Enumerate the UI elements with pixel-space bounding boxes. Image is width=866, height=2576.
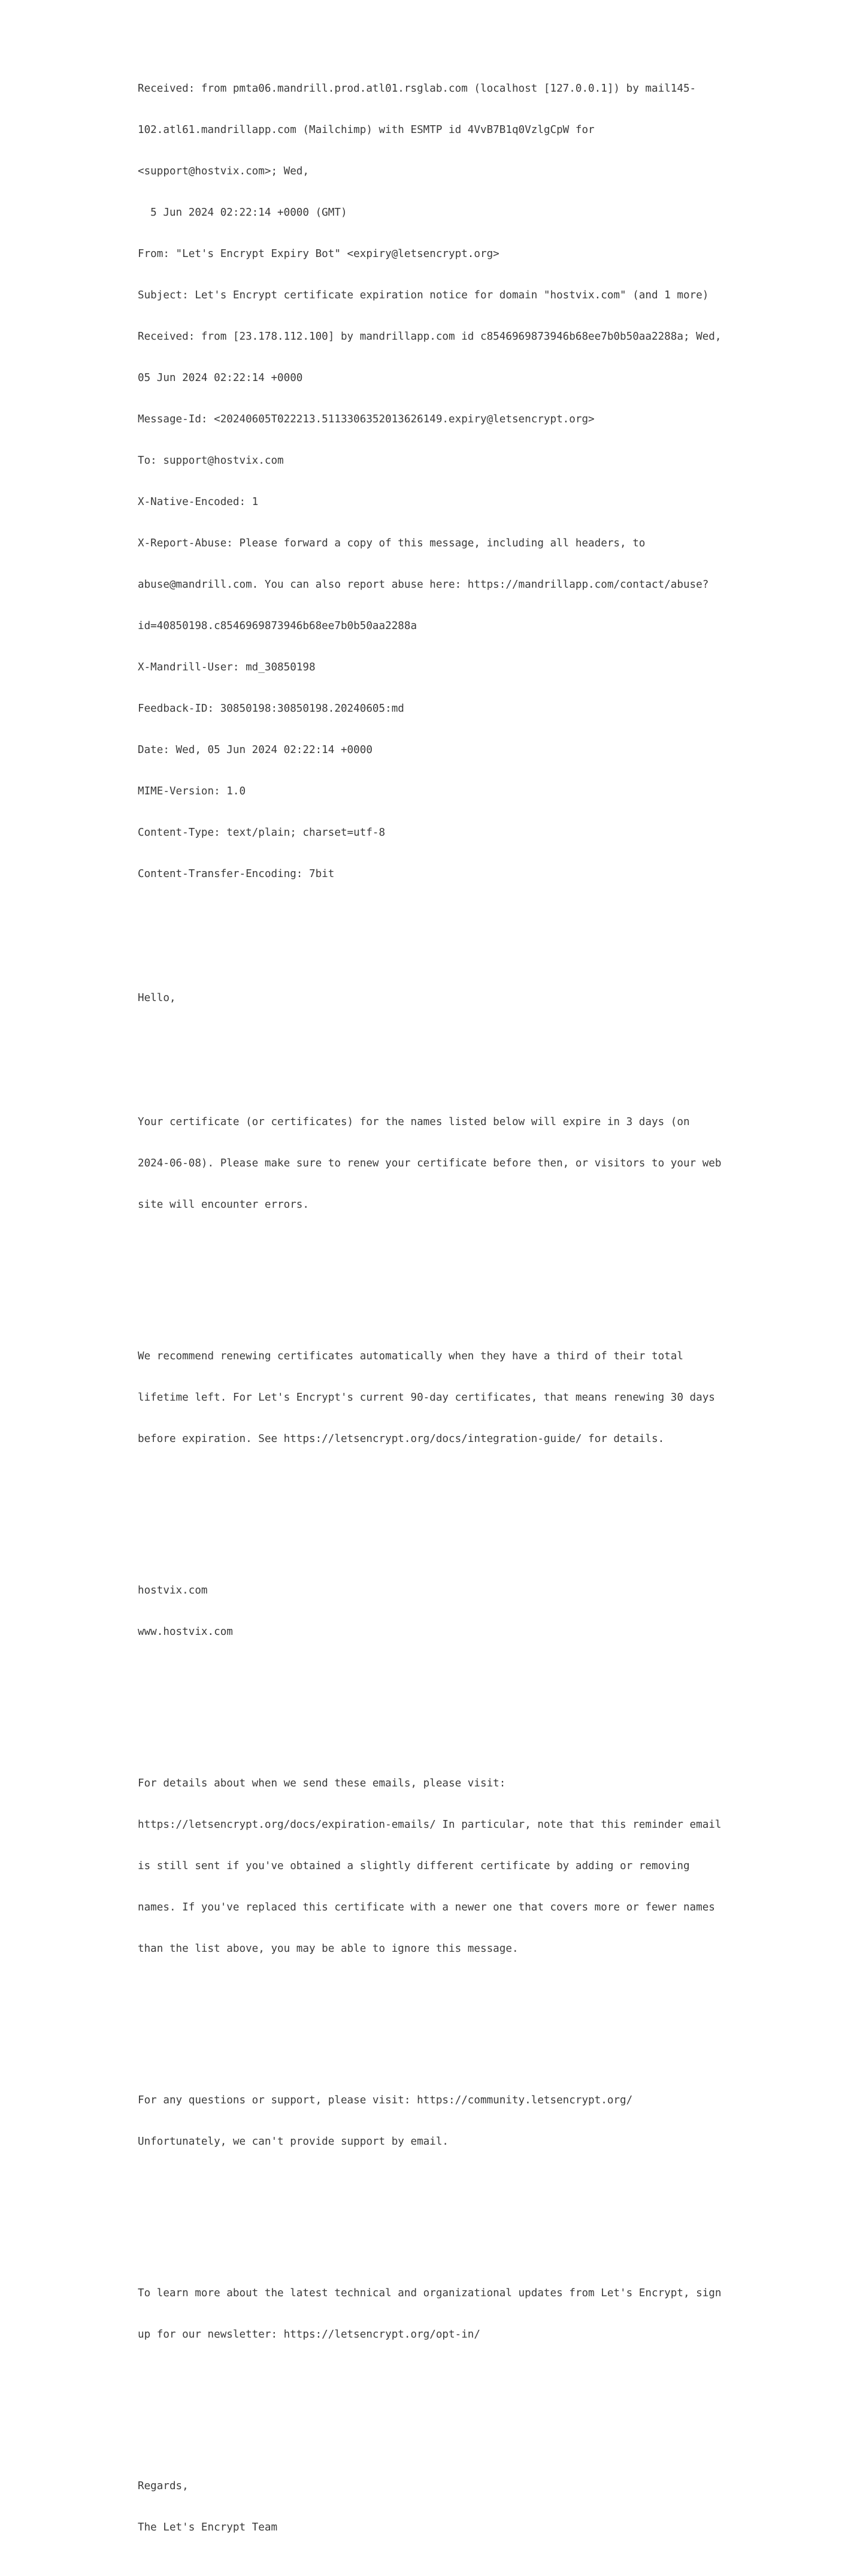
paragraph-newsletter (138, 2259, 737, 2369)
header-line: X-Native-Encoded: 1 (138, 496, 259, 508)
blank-line (138, 1501, 737, 1515)
header-line: 05 Jun 2024 02:22:14 +0000 (138, 372, 303, 384)
body-line: up for our newsletter: https://letsencrypt.org/opt-in/ (138, 2329, 480, 2341)
body-line: For any questions or support, please visit: https://community.letsencrypt.org/ (138, 2094, 633, 2106)
body-line: We recommend renewing certificates automatically when they have a third of their total (138, 1350, 683, 1362)
body-line: To learn more about the latest technical and organizational updates from Let's Encrypt, sign (138, 2287, 722, 2299)
header-from: From: "Let's Encrypt Expiry Bot" <expiry@letsencrypt.org> (138, 248, 499, 260)
body-line: Your certificate (or certificates) for the names listed below will expire in 3 days (on (138, 1116, 690, 1128)
signoff-team: The Let's Encrypt Team (138, 2521, 278, 2533)
header-line: <support@hostvix.com>; Wed, (138, 165, 309, 177)
body-line: Unfortunately, we can't provide support by email. (138, 2136, 449, 2148)
blank-line (138, 2397, 737, 2411)
header-line: id=40850198.c8546969873946b68ee7b0b50aa2288a (138, 620, 417, 632)
domain-list (138, 1556, 737, 1667)
header-report-abuse: X-Report-Abuse: Please forward a copy of this message, including all headers, to (138, 537, 646, 549)
blank-line (138, 1033, 737, 1047)
signoff-regards: Regards, (138, 2480, 189, 2492)
body-line: For details about when we send these emails, please visit: (138, 1777, 506, 1789)
header-line: abuse@mandrill.com. You can also report abuse here: https://mandrillapp.com/contact/abuse? (138, 579, 709, 591)
blank-line (138, 1694, 737, 1708)
body-line: site will encounter errors. (138, 1199, 309, 1211)
body-line: than the list above, you may be able to ignore this message. (138, 1943, 519, 1955)
blank-line (138, 936, 737, 950)
paragraph-support (138, 2066, 737, 2176)
header-transfer-encoding: Content-Transfer-Encoding: 7bit (138, 868, 335, 880)
blank-line (138, 2204, 737, 2218)
blank-line (138, 1267, 737, 1281)
paragraph-details (138, 1749, 737, 1984)
body-line: is still sent if you've obtained a slightly different certificate by adding or removing (138, 1860, 690, 1872)
header-date: Date: Wed, 05 Jun 2024 02:22:14 +0000 (138, 744, 373, 756)
body-line: 2024-06-08). Please make sure to renew your certificate before then, or visitors to your web (138, 1157, 722, 1169)
blank-line (138, 2011, 737, 2025)
body-line: lifetime left. For Let's Encrypt's current 90-day certificates, that means renewing 30 days (138, 1392, 715, 1404)
paragraph-expiry (138, 1088, 737, 1239)
header-mandrill-user: X-Mandrill-User: md_30850198 (138, 661, 316, 673)
header-line: 102.atl61.mandrillapp.com (Mailchimp) with ESMTP id 4VvB7B1q0VzlgCpW for (138, 124, 595, 136)
header-line: 5 Jun 2024 02:22:14 +0000 (GMT) (138, 207, 347, 219)
header-message-id: Message-Id: <20240605T022213.511330635201362614​9.expiry@letsencrypt.org> (138, 413, 595, 425)
body-line: names. If you've replaced this certificate with a newer one that covers more or fewer names (138, 1901, 715, 1913)
header-content-type: Content-Type: text/plain; charset=utf-8 (138, 827, 386, 839)
header-feedback-id: Feedback-ID: 30850198:30850198.20240605:md (138, 703, 404, 715)
domain-item: hostvix.com (138, 1585, 208, 1597)
paragraph-recommend (138, 1322, 737, 1474)
email-headers (138, 55, 737, 909)
body-line: https://letsencrypt.org/docs/expiration-emails/ In particular, note that this reminder email (138, 1819, 722, 1831)
domain-item: www.hostvix.com (138, 1626, 233, 1638)
raw-email-source (138, 27, 737, 2576)
body-line: before expiration. See https://letsencrypt.org/docs/integration-guide/ for details. (138, 1433, 665, 1445)
header-to: To: support@hostvix.com (138, 455, 284, 467)
header-mime-version: MIME-Version: 1.0 (138, 785, 246, 797)
header-subject: Subject: Let's Encrypt certificate expiration notice for domain "hostvix.com" (and 1 more) (138, 289, 709, 301)
header-line: Received: from [23.178.112.100] by mandrillapp.com id c8546969873946b68ee7b0b50aa2288a; Wed, (138, 331, 722, 343)
greeting: Hello, (138, 992, 176, 1004)
signoff (138, 2452, 737, 2562)
header-line: Received: from pmta06.mandrill.prod.atl01.rsglab.com (localhost [127.0.0.1]) by mail145- (138, 83, 697, 95)
